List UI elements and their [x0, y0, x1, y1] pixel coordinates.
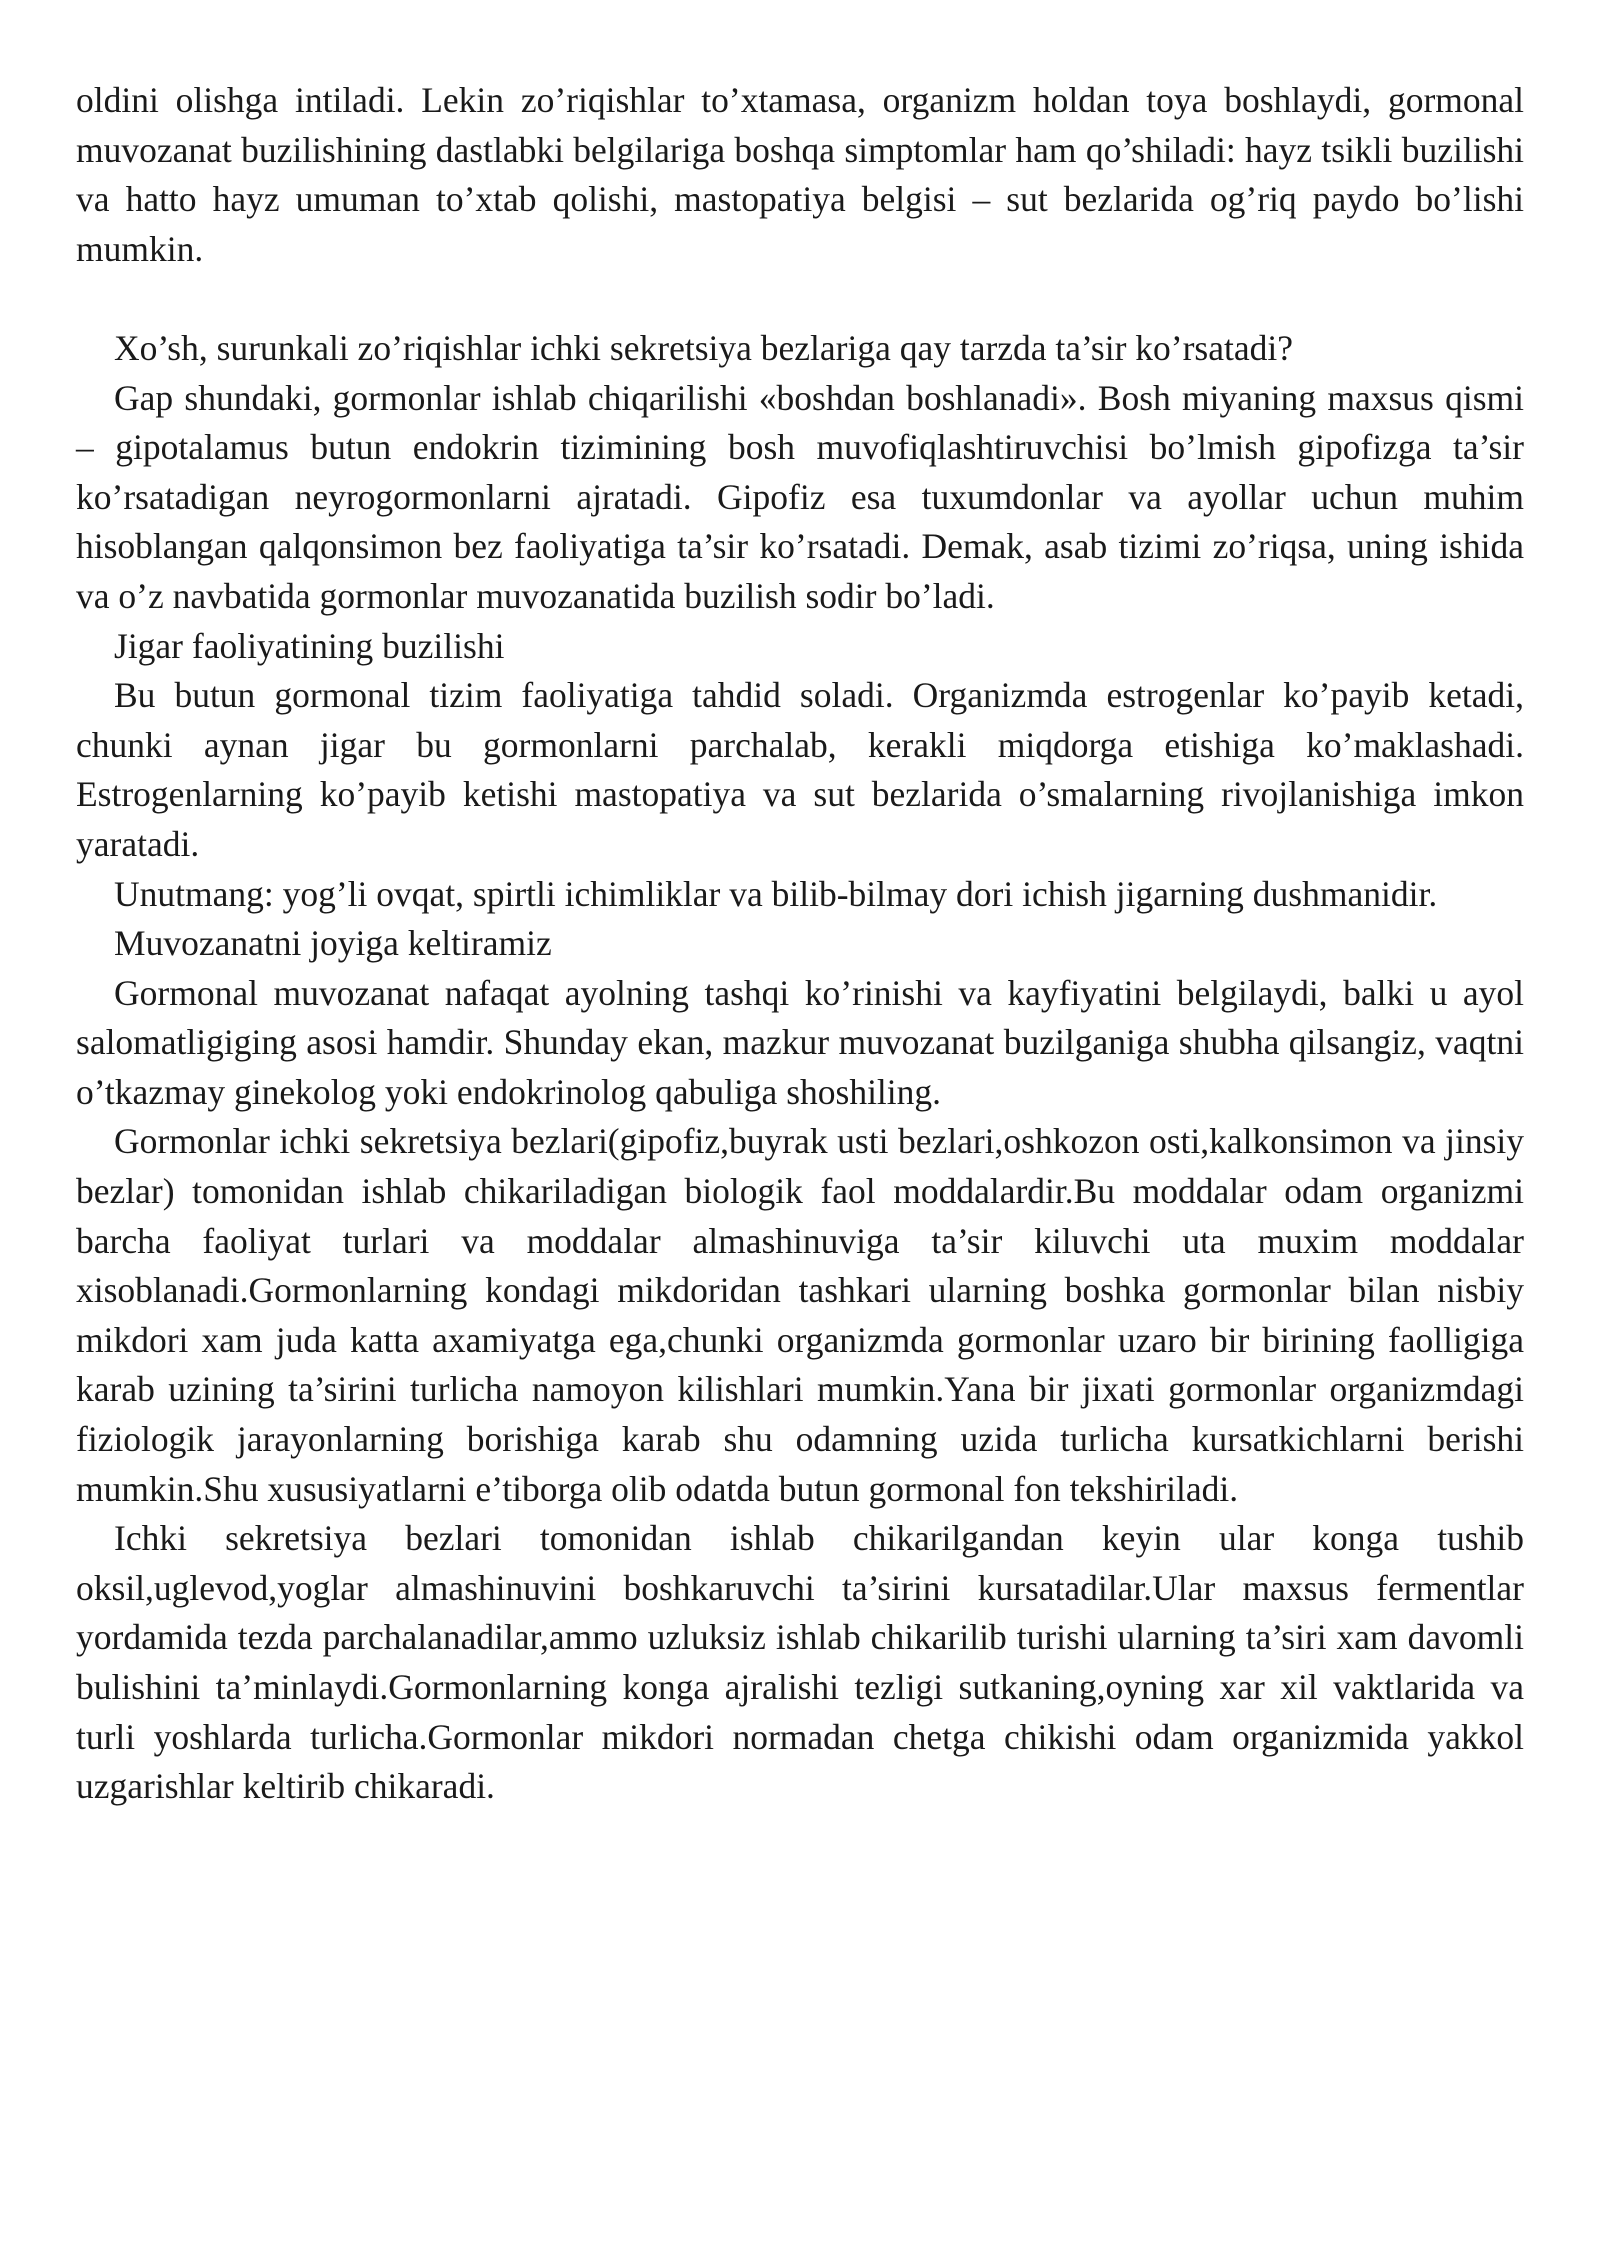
section-heading-balance: Muvozanatni joyiga keltiramiz	[114, 923, 552, 964]
paragraph-balance: Gormonal muvozanat nafaqat ayolning tashqi ko’rinishi va kayfiyatini belgilaydi, balki u ayol salomatligiging asosi hamdir. Shunday ekan, mazkur muvozanat buzilganiga shubha qilsangiz, vaqtni o’tkazmay ginekolog yoki endokrinolog qabuliga shoshiling.	[76, 972, 1524, 1112]
paragraph-continuation: oldini olishga intiladi. Lekin zo’riqishlar to’xtamasa, organizm holdan toya boshlaydi, gormonal muvozanat buzilishining dastlabki belgilariga boshqa simptomlar ham qo’shiladi: hayz tsikli buzilishi va hatto hayz umuman to’xtab qolishi, mastopatiya belgisi – sut bezlarida og’riq paydo bo’lishi mumkin.	[76, 80, 1524, 269]
paragraph-hormones-glands: Gormonlar ichki sekretsiya bezlari(gipofiz,buyrak usti bezlari,oshkozon osti,kalkonsimon va jinsiy bezlar) tomonidan ishlab chikariladigan biologik faol moddalardir.Bu moddalar odam organizmi barcha faoliyat turlari va moddalar almashinuviga ta’sir kiluvchi uta muxim moddalar xisoblanadi.Gormonlarning kondagi mikdoridan tashkari ularning boshka gormonlar bilan nisbiy mikdori xam juda katta axamiyatga ega,chunki organizmda gormonlar uzaro bir birining faolligiga karab uzining ta’sirini turlicha namoyon kilishlari mumkin.Yana bir jixati gormonlar organizmdagi fiziologik jarayonlarning borishiga karab shu odamning uzida turlicha kursatkichlarni berishi mumkin.Shu xususiyatlarni e’tiborga olib odatda butun gormonal fon tekshiriladi.	[76, 1121, 1524, 1509]
paragraph-hypothalamus: Gap shundaki, gormonlar ishlab chiqarilishi «boshdan boshlanadi». Bosh miyaning maxsus qismi – gipotalamus butun endokrin tizimining bosh muvofiqlashtiruvchisi bo’lmish gipofizga ta’sir ko’rsatadigan neyrogormonlarni ajratadi. Gipofiz esa tuxumdonlar va ayollar uchun muhim hisoblangan qalqonsimon bez faoliyatiga ta’sir ko’rsatadi. Demak, asab tizimi zo’riqsa, uning ishida va o’z navbatida gormonlar muvozanatida buzilish sodir bo’ladi.	[76, 377, 1524, 616]
paragraph-hormones-secretion: Ichki sekretsiya bezlari tomonidan ishlab chikarilgandan keyin ular konga tushib oksil,uglevod,yoglar almashinuvini boshkaruvchi ta’sirini kursatadilar.Ular maxsus fermentlar yordamida tezda parchalanadilar,ammo uzluksiz ishlab chikarilib turishi ularning ta’siri xam davomli bulishini ta’minlaydi.Gormonlarning konga ajralishi tezligi sutkaning,oyning xar xil vaktlarida va turli yoshlarda turlicha.Gormonlar mikdori normadan chetga chikishi odam organizmida yakkol uzgarishlar keltirib chikaradi.	[76, 1518, 1524, 1807]
section-heading-liver: Jigar faoliyatining buzilishi	[114, 625, 505, 666]
paragraph-question: Xo’sh, surunkali zo’riqishlar ichki sekretsiya bezlariga qay tarzda ta’sir ko’rsatadi?	[114, 327, 1293, 368]
paragraph-warning: Unutmang: yog’li ovqat, spirtli ichimliklar va bilib-bilmay dori ichish jigarning dushmanidir.	[114, 873, 1438, 914]
document-page	[76, 76, 1524, 1812]
paragraph-estrogen: Bu butun gormonal tizim faoliyatiga tahdid soladi. Organizmda estrogenlar ko’payib ketadi, chunki aynan jigar bu gormonlarni parchalab, kerakli miqdorga etishiga ko’maklashadi. Estrogenlarning ko’payib ketishi mastopatiya va sut bezlarida o’smalarning rivojlanishiga imkon yaratadi.	[76, 675, 1524, 864]
